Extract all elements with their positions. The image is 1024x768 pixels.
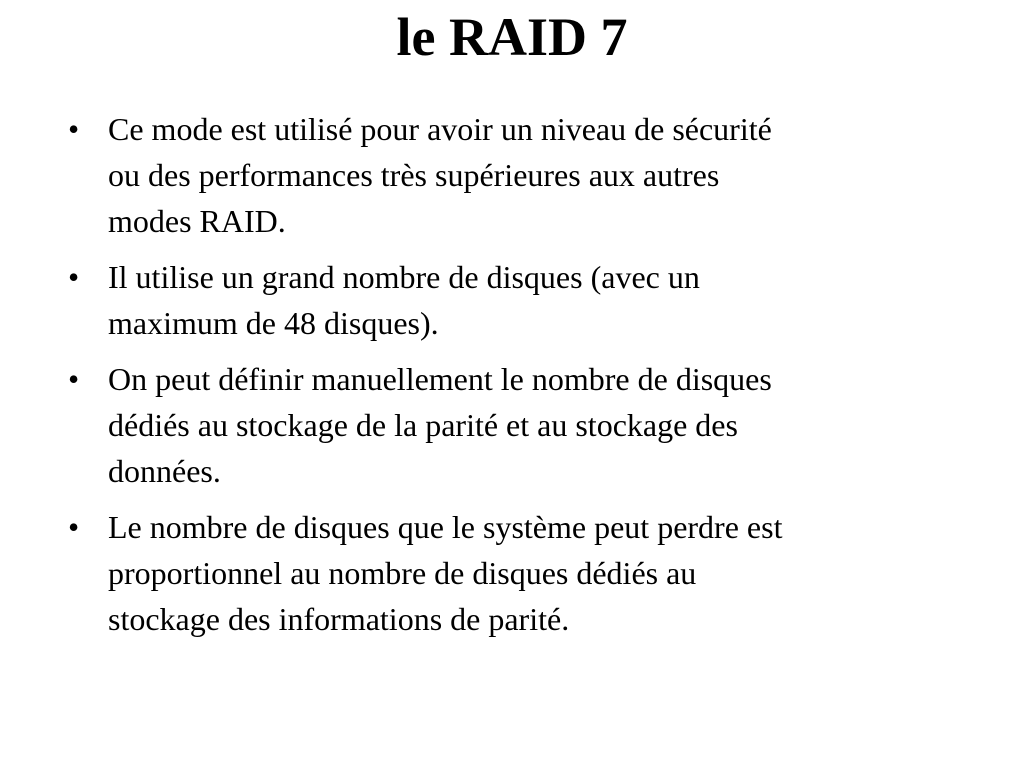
bullet-dot-icon: • <box>68 509 80 545</box>
bullet-line: Ce mode est utilisé pour avoir un niveau de sécurité <box>108 111 772 147</box>
bullet-line: Il utilise un grand nombre de disques (avec un <box>108 259 700 295</box>
bullet-line: stockage des informations de parité. <box>108 601 570 637</box>
bullet-item-fault-tolerance <box>68 504 958 642</box>
bullet-dot-icon: • <box>68 361 80 397</box>
bullet-line: ou des performances très supérieures aux autres <box>108 157 720 193</box>
bullet-line: proportionnel au nombre de disques dédiés au <box>108 555 697 591</box>
bullet-item-parity-configuration <box>68 356 958 494</box>
bullet-item-raid7-purpose <box>68 106 958 244</box>
bullet-line: On peut définir manuellement le nombre de disques <box>108 361 772 397</box>
slide-title: le RAID 7 <box>396 7 628 67</box>
bullet-line: maximum de 48 disques). <box>108 305 439 341</box>
bullet-dot-icon: • <box>68 259 80 295</box>
bullet-line: modes RAID. <box>108 203 286 239</box>
bullet-line: Le nombre de disques que le système peut perdre est <box>108 509 783 545</box>
bullet-line: dédiés au stockage de la parité et au stockage des <box>108 407 738 443</box>
bullet-line: données. <box>108 453 221 489</box>
bullet-list <box>68 106 958 652</box>
bullet-dot-icon: • <box>68 111 80 147</box>
bullet-item-disk-count <box>68 254 958 346</box>
